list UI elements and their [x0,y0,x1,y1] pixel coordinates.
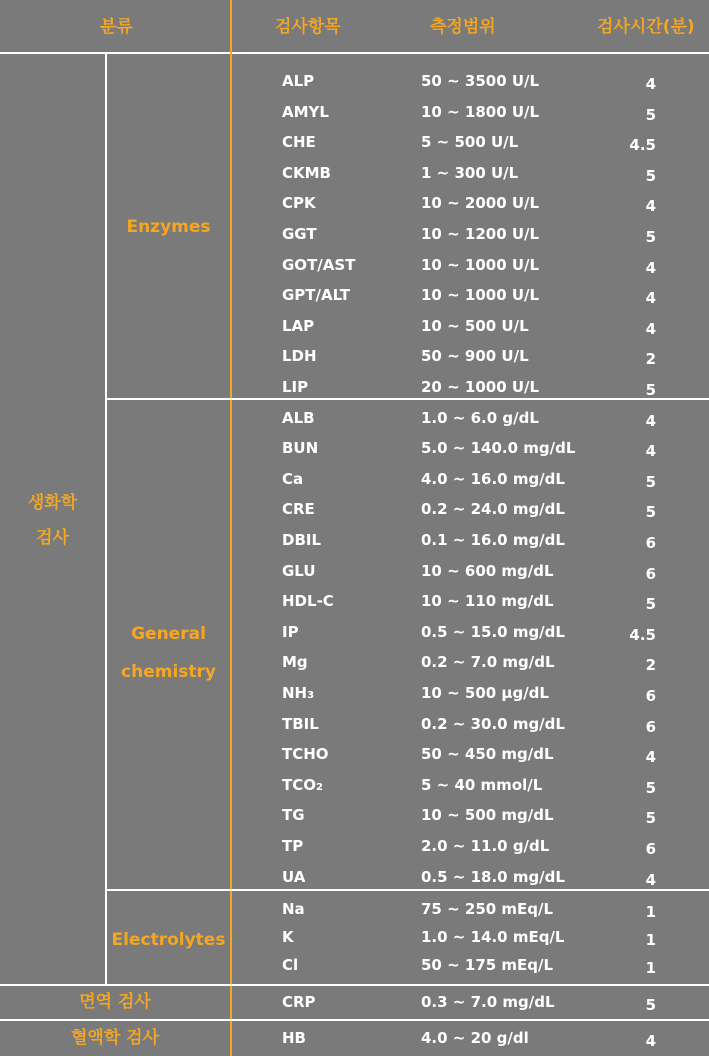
row-range: 10 ~ 1200 U/L [421,225,540,243]
row-range: 10 ~ 500 U/L [421,316,529,335]
row-range: 1.0 ~ 14.0 mEq/L [421,928,565,946]
row-range: 10 ~ 600 mg/dL [421,561,554,580]
row-range: 10 ~ 110 mg/dL [421,592,554,611]
row-time: 5 [645,166,656,185]
row-item: K [282,928,294,946]
row-item: CRP [282,993,316,1011]
row-range: 1 ~ 300 U/L [421,163,519,182]
row-time: 5 [645,105,656,124]
row-range: 0.2 ~ 7.0 mg/dL [421,653,555,672]
row-range: 20 ~ 1000 U/L [421,378,540,396]
row-time: 2 [645,350,656,369]
row-range: 0.2 ~ 30.0 mg/dL [421,714,565,733]
row-range: 5 ~ 40 mmol/L [421,775,543,794]
row-item: UA [282,867,306,886]
row-time: 4 [645,75,656,93]
enzymes-divider [105,398,709,400]
row-range: 2.0 ~ 11.0 g/dL [421,837,550,855]
row-item: TG [282,806,305,825]
row-time: 4 [645,870,656,889]
subgroup-divider [105,54,107,984]
row-item: DBIL [282,531,322,549]
row-time: 5 [645,809,656,828]
row-item: AMYL [282,102,329,121]
row-time: 1 [645,903,656,921]
row-item: GPT/ALT [282,286,350,305]
row-item: HDL-C [282,592,334,611]
row-time: 5 [645,381,656,399]
row-range: 0.5 ~ 15.0 mg/dL [421,622,565,641]
row-range: 4.0 ~ 20 g/dl [421,1029,529,1047]
category-biochem-line1: 생화학 [27,493,78,513]
row-time: 5 [645,228,656,246]
row-item: IP [282,622,299,641]
group-general-chemistry [107,623,230,683]
row-time: 4 [645,442,656,461]
row-range: 0.2 ~ 24.0 mg/dL [421,500,565,519]
general-divider [105,889,709,891]
row-item: NH3 [282,684,315,702]
row-range: 4.0 ~ 16.0 mg/dL [421,469,565,488]
group-electrolytes: Electrolytes [111,930,226,950]
row-time: 4 [645,289,656,308]
header-time: 검사시간(분) [597,17,695,37]
row-time: 4 [645,748,656,767]
row-time: 4.5 [629,136,656,155]
row-range: 10 ~ 1000 U/L [421,255,540,274]
row-item: ALB [282,408,315,427]
row-item: GOT/AST [282,255,356,274]
row-item: TCO2 [282,775,323,794]
row-range: 50 ~ 450 mg/dL [421,745,554,764]
row-time: 2 [645,656,656,675]
row-range: 1.0 ~ 6.0 g/dL [421,408,539,427]
row-item: LDH [282,347,317,366]
group-general-line2: chemistry [121,662,216,682]
row-range: 10 ~ 1000 U/L [421,286,540,305]
row-item: CHE [282,133,316,152]
row-time: 4 [645,319,656,338]
row-item: TP [282,837,304,855]
category-hematology: 혈액학 검사 [70,1028,160,1048]
row-item: ALP [282,72,315,90]
row-item: Na [282,900,305,918]
row-range: 10 ~ 500 µg/dL [421,684,549,702]
row-time: 4 [645,411,656,430]
row-item: Ca [282,469,304,488]
row-item: TBIL [282,714,319,733]
header-category: 분류 [100,17,133,37]
header-range: 측정범위 [430,17,496,37]
row-item: HB [282,1029,306,1047]
row-range: 50 ~ 900 U/L [421,347,529,366]
row-item: BUN [282,439,319,458]
row-time: 1 [645,931,656,949]
header-item: 검사항목 [275,17,341,37]
row-time: 5 [645,503,656,522]
row-time: 6 [645,687,656,705]
row-item: Mg [282,653,308,672]
row-item: TCHO [282,745,329,764]
row-range: 5 ~ 500 U/L [421,133,519,152]
row-time: 5 [645,778,656,797]
row-item: Cl [282,956,299,974]
row-range: 75 ~ 250 mEq/L [421,900,554,918]
row-item: CRE [282,500,315,519]
row-time: 6 [645,840,656,858]
row-time: 4.5 [629,625,656,644]
row-item-subscript: 2 [316,781,323,793]
row-time: 5 [645,472,656,491]
row-time: 5 [645,996,656,1014]
row-range: 0.3 ~ 7.0 mg/dL [421,993,555,1011]
row-item: LIP [282,378,309,396]
row-item: GGT [282,225,317,243]
row-item: CPK [282,194,316,213]
row-range: 50 ~ 175 mEq/L [421,956,554,974]
row-time: 4 [645,197,656,216]
row-range: 5.0 ~ 140.0 mg/dL [421,439,576,458]
group-enzymes: Enzymes [126,217,211,237]
column-divider [230,0,232,1056]
category-immuno: 면역 검사 [79,992,151,1012]
row-time: 4 [645,258,656,277]
row-time: 6 [645,717,656,736]
row-item-subscript: 3 [307,690,315,701]
immuno-divider [0,1019,709,1021]
row-range: 10 ~ 1800 U/L [421,102,540,121]
row-range: 50 ~ 3500 U/L [421,72,540,90]
category-biochem [0,492,105,549]
row-time: 6 [645,534,656,552]
row-range: 0.1 ~ 16.0 mg/dL [421,531,565,549]
row-range: 10 ~ 500 mg/dL [421,806,554,825]
row-item: GLU [282,561,316,580]
row-item: CKMB [282,163,331,182]
row-time: 5 [645,595,656,614]
row-time: 1 [645,959,656,977]
category-biochem-line2: 검사 [36,528,69,548]
row-range: 10 ~ 2000 U/L [421,194,540,213]
row-time: 4 [645,1032,656,1050]
row-range: 0.5 ~ 18.0 mg/dL [421,867,565,886]
row-time: 6 [645,564,656,583]
group-general-line1: General [131,624,206,644]
biochem-divider [0,984,709,986]
row-item: LAP [282,316,315,335]
